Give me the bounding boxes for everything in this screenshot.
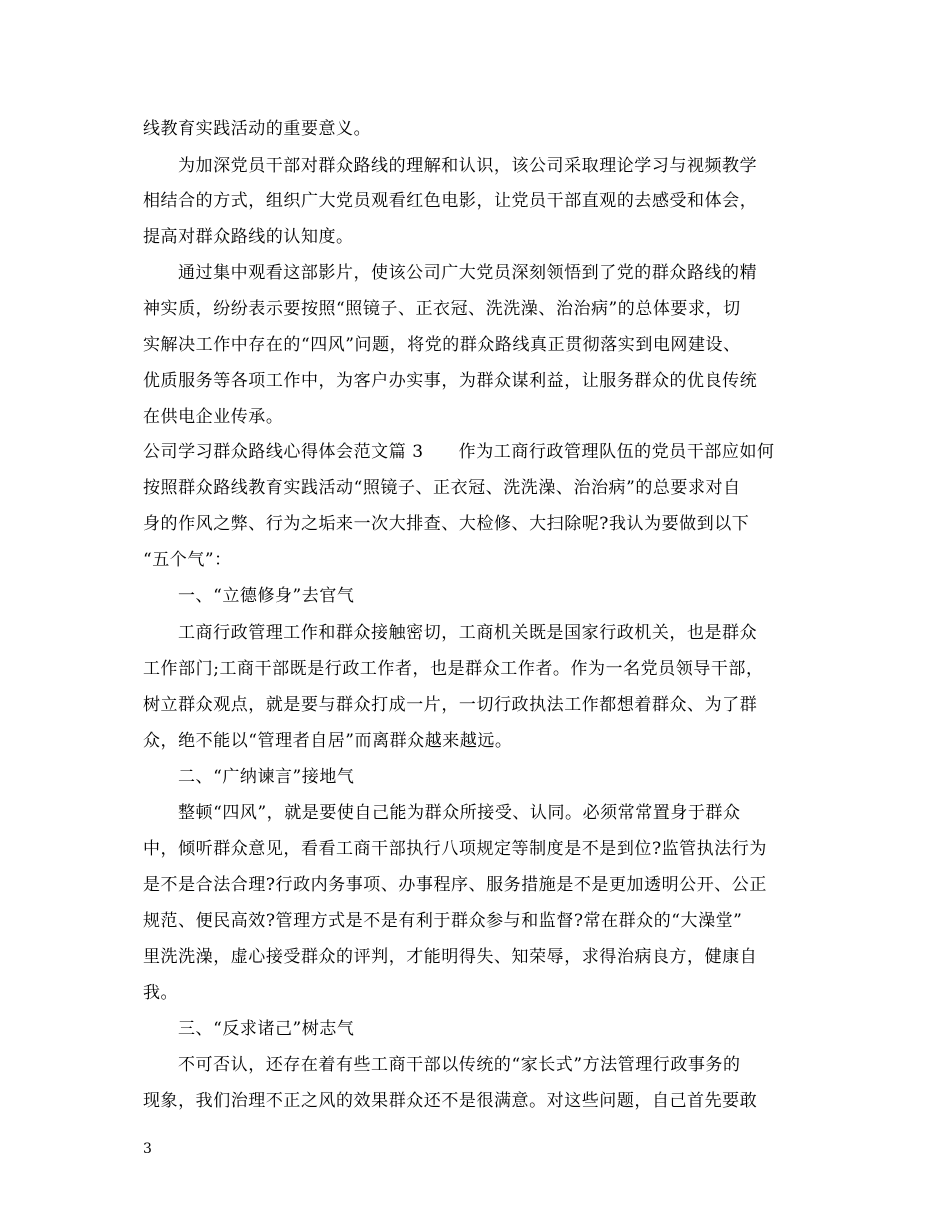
- text-line: 优质服务等各项工作中，为客户办实事，为群众谋利益，让服务群众的优良传统: [143, 371, 758, 391]
- text-line: 通过集中观看这部影片，使该公司广大党员深刻领悟到了党的群众路线的精: [178, 263, 758, 283]
- text-line: 规范、便民高效?管理方式是不是有利于群众参与和监督?常在群众的“大澡堂”: [143, 911, 743, 931]
- section-heading-line: 公司学习群众路线心得体会范文篇 3 作为工商行政管理队伍的党员干部应如何: [143, 442, 775, 462]
- text-line: 神实质，纷纷表示要按照“照镜子、正衣冠、洗洗澡、治治病”的总体要求，切: [143, 299, 741, 319]
- text-line: 树立群众观点，就是要与群众打成一片，一切行政执法工作都想着群众、为了群: [143, 695, 758, 715]
- text-line: 整顿“四风”，就是要使自己能为群众所接受、认同。必须常常置身于群众: [178, 803, 741, 823]
- text-line: 提高对群众路线的认知度。: [143, 227, 354, 247]
- text-line: 按照群众路线教育实践活动“照镜子、正衣冠、洗洗澡、治治病”的总要求对自: [143, 478, 741, 498]
- text-line: 相结合的方式，组织广大党员观看红色电影，让党员干部直观的去感受和体会，: [143, 191, 758, 211]
- text-line: 中，倾听群众意见，看看工商干部执行八项规定等制度是不是到位?监管执法行为: [143, 839, 767, 859]
- text-line: 身的作风之弊、行为之垢来一次大排查、大检修、大扫除呢?我认为要做到以下: [143, 514, 750, 534]
- text-line: 现象，我们治理不正之风的效果群众还不是很满意。对这些问题，自己首先要敢: [143, 1091, 758, 1111]
- text-line: 众，绝不能以“管理者自居”而离群众越来越远。: [143, 731, 513, 751]
- page-number: 3: [143, 1141, 152, 1157]
- text-line: 线教育实践活动的重要意义。: [143, 119, 372, 139]
- subheading-line: 三、“反求诸己”树志气: [178, 1019, 355, 1039]
- text-line: 为加深党员干部对群众路线的理解和认识，该公司采取理论学习与视频教学: [178, 156, 758, 176]
- text-line: 工商行政管理工作和群众接触密切，工商机关既是国家行政机关，也是群众: [178, 623, 758, 643]
- text-line: 是不是合法合理?行政内务事项、办事程序、服务措施是不是更加透明公开、公正: [143, 875, 767, 895]
- text-line: 在供电企业传承。: [143, 407, 284, 427]
- text-line: 不可否认，还存在着有些工商干部以传统的“家长式”方法管理行政事务的: [178, 1055, 741, 1075]
- text-line: 工作部门;工商干部既是行政工作者，也是群众工作者。作为一名党员领导干部，: [143, 659, 764, 679]
- text-line: 我。: [143, 983, 179, 1003]
- text-line: 里洗洗澡，虚心接受群众的评判，才能明得失、知荣辱，求得治病良方，健康自: [143, 947, 758, 967]
- text-line: 实解决工作中存在的“四风”问题，将党的群众路线真正贯彻落实到电网建设、: [143, 335, 741, 355]
- text-line: “五个气”：: [143, 550, 232, 570]
- subheading-line: 一、“立德修身”去官气: [178, 586, 355, 606]
- subheading-line: 二、“广纳谏言”接地气: [178, 767, 355, 787]
